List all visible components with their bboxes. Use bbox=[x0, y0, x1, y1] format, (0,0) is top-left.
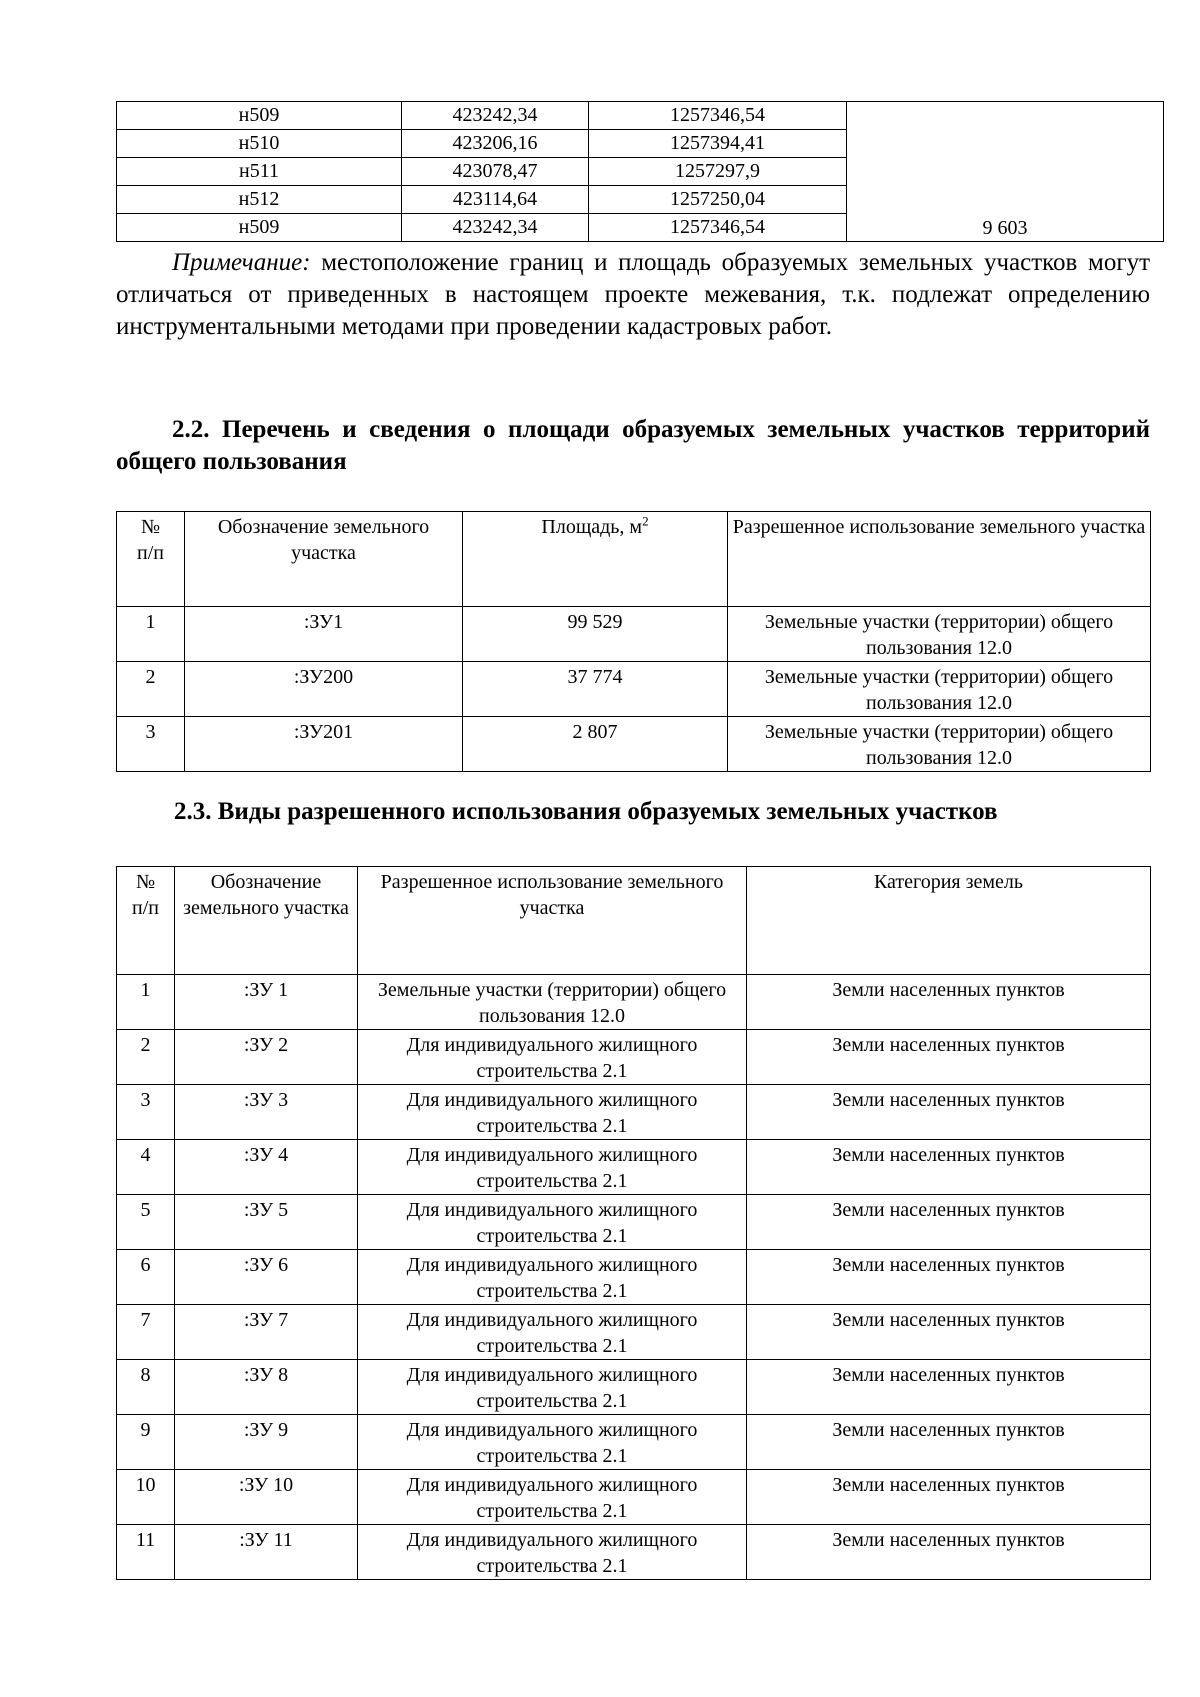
x-cell: 423242,34 bbox=[402, 102, 589, 130]
designation-cell: :ЗУ 7 bbox=[175, 1305, 358, 1360]
use-cell: Для индивидуального жилищного строительства 2.1 bbox=[358, 1415, 747, 1470]
designation-cell: :ЗУ1 bbox=[185, 607, 463, 662]
permitted-use-table bbox=[116, 866, 1151, 1580]
num-cell: 2 bbox=[117, 662, 185, 717]
designation-cell: :ЗУ 5 bbox=[175, 1195, 358, 1250]
table-row bbox=[117, 1360, 1151, 1415]
table-row bbox=[117, 717, 1151, 772]
category-cell: Земли населенных пунктов bbox=[747, 1305, 1151, 1360]
table-row bbox=[117, 1195, 1151, 1250]
header-category: Категория земель bbox=[747, 867, 1151, 975]
header-num: № п/п bbox=[117, 512, 185, 607]
category-cell: Земли населенных пунктов bbox=[747, 975, 1151, 1030]
y-cell: 1257346,54 bbox=[589, 214, 847, 242]
header-use: Разрешенное использование земельного участка bbox=[358, 867, 747, 975]
point-cell: н510 bbox=[117, 130, 402, 158]
table-row bbox=[117, 1415, 1151, 1470]
table-row bbox=[117, 1085, 1151, 1140]
designation-cell: :ЗУ 9 bbox=[175, 1415, 358, 1470]
table-row bbox=[117, 102, 1164, 130]
table-row bbox=[117, 1250, 1151, 1305]
designation-cell: :ЗУ 3 bbox=[175, 1085, 358, 1140]
public-land-table bbox=[116, 511, 1151, 772]
num-cell: 2 bbox=[117, 1030, 175, 1085]
num-cell: 9 bbox=[117, 1415, 175, 1470]
x-cell: 423078,47 bbox=[402, 158, 589, 186]
num-cell: 1 bbox=[117, 607, 185, 662]
area-cell: 9 603 bbox=[847, 102, 1164, 242]
use-cell: Для индивидуального жилищного строительства 2.1 bbox=[358, 1305, 747, 1360]
num-cell: 1 bbox=[117, 975, 175, 1030]
x-cell: 423206,16 bbox=[402, 130, 589, 158]
use-cell: Для индивидуального жилищного строительства 2.1 bbox=[358, 1085, 747, 1140]
section-title: Перечень и сведения о площади образуемых земельных участков территорий общего пользования bbox=[116, 416, 1151, 475]
designation-cell: :ЗУ 2 bbox=[175, 1030, 358, 1085]
section-heading-2-2 bbox=[116, 414, 1150, 478]
use-cell: Земельные участки (территории) общего пользования 12.0 bbox=[728, 662, 1151, 717]
note-label: Примечание: bbox=[172, 249, 311, 276]
designation-cell: :ЗУ200 bbox=[185, 662, 463, 717]
header-area: Площадь, $м^2$ bbox=[463, 512, 728, 607]
num-cell: 3 bbox=[117, 1085, 175, 1140]
header-designation: Обозначение земельного участка bbox=[175, 867, 358, 975]
table-header-row bbox=[117, 867, 1151, 975]
header-use: Разрешенное использование земельного участка bbox=[728, 512, 1151, 607]
area-cell: 37 774 bbox=[463, 662, 728, 717]
area-cell: 99 529 bbox=[463, 607, 728, 662]
num-cell: 10 bbox=[117, 1470, 175, 1525]
y-cell: 1257297,9 bbox=[589, 158, 847, 186]
num-cell: 8 bbox=[117, 1360, 175, 1415]
designation-cell: :ЗУ 4 bbox=[175, 1140, 358, 1195]
num-cell: 5 bbox=[117, 1195, 175, 1250]
table-row bbox=[117, 1525, 1151, 1580]
table-row bbox=[117, 1140, 1151, 1195]
use-cell: Земельные участки (территории) общего пользования 12.0 bbox=[358, 975, 747, 1030]
table-row bbox=[117, 607, 1151, 662]
header-designation: Обозначение земельного участка bbox=[185, 512, 463, 607]
y-cell: 1257394,41 bbox=[589, 130, 847, 158]
table-row bbox=[117, 1305, 1151, 1360]
use-cell: Для индивидуального жилищного строительства 2.1 bbox=[358, 1360, 747, 1415]
num-cell: 4 bbox=[117, 1140, 175, 1195]
use-cell: Для индивидуального жилищного строительства 2.1 bbox=[358, 1250, 747, 1305]
table-row bbox=[117, 975, 1151, 1030]
note-paragraph bbox=[116, 247, 1150, 343]
category-cell: Земли населенных пунктов bbox=[747, 1085, 1151, 1140]
note-text: местоположение границ и площадь образуемых земельных участков могут отличаться от приведенных в настоящем проекте межевания, т.к. подлежат определению инструментальными методами при проведении кадастровых работ. bbox=[116, 249, 1151, 340]
y-cell: 1257250,04 bbox=[589, 186, 847, 214]
category-cell: Земли населенных пунктов bbox=[747, 1415, 1151, 1470]
header-num: № п/п bbox=[117, 867, 175, 975]
designation-cell: :ЗУ 1 bbox=[175, 975, 358, 1030]
table-header-row bbox=[117, 512, 1151, 607]
category-cell: Земли населенных пунктов bbox=[747, 1525, 1151, 1580]
category-cell: Земли населенных пунктов bbox=[747, 1470, 1151, 1525]
designation-cell: :ЗУ 10 bbox=[175, 1470, 358, 1525]
table-row bbox=[117, 1030, 1151, 1085]
category-cell: Земли населенных пунктов bbox=[747, 1030, 1151, 1085]
use-cell: Для индивидуального жилищного строительства 2.1 bbox=[358, 1470, 747, 1525]
use-cell: Для индивидуального жилищного строительства 2.1 bbox=[358, 1030, 747, 1085]
x-cell: 423114,64 bbox=[402, 186, 589, 214]
designation-cell: :ЗУ 6 bbox=[175, 1250, 358, 1305]
category-cell: Земли населенных пунктов bbox=[747, 1250, 1151, 1305]
table-row bbox=[117, 662, 1151, 717]
y-cell: 1257346,54 bbox=[589, 102, 847, 130]
point-cell: н511 bbox=[117, 158, 402, 186]
use-cell: Земельные участки (территории) общего пользования 12.0 bbox=[728, 717, 1151, 772]
section-heading-2-3: 2.3. Виды разрешенного использования образуемых земельных участков bbox=[174, 798, 998, 825]
point-cell: н509 bbox=[117, 102, 402, 130]
use-cell: Земельные участки (территории) общего пользования 12.0 bbox=[728, 607, 1151, 662]
designation-cell: :ЗУ201 bbox=[185, 717, 463, 772]
use-cell: Для индивидуального жилищного строительства 2.1 bbox=[358, 1525, 747, 1580]
num-cell: 7 bbox=[117, 1305, 175, 1360]
category-cell: Земли населенных пунктов bbox=[747, 1140, 1151, 1195]
point-cell: н509 bbox=[117, 214, 402, 242]
designation-cell: :ЗУ 8 bbox=[175, 1360, 358, 1415]
use-cell: Для индивидуального жилищного строительства 2.1 bbox=[358, 1195, 747, 1250]
x-cell: 423242,34 bbox=[402, 214, 589, 242]
table-row bbox=[117, 1470, 1151, 1525]
coordinates-table bbox=[116, 101, 1164, 242]
category-cell: Земли населенных пунктов bbox=[747, 1360, 1151, 1415]
area-cell: 2 807 bbox=[463, 717, 728, 772]
category-cell: Земли населенных пунктов bbox=[747, 1195, 1151, 1250]
num-cell: 11 bbox=[117, 1525, 175, 1580]
num-cell: 3 bbox=[117, 717, 185, 772]
designation-cell: :ЗУ 11 bbox=[175, 1525, 358, 1580]
use-cell: Для индивидуального жилищного строительства 2.1 bbox=[358, 1140, 747, 1195]
point-cell: н512 bbox=[117, 186, 402, 214]
num-cell: 6 bbox=[117, 1250, 175, 1305]
section-number: 2.2. bbox=[172, 416, 210, 443]
